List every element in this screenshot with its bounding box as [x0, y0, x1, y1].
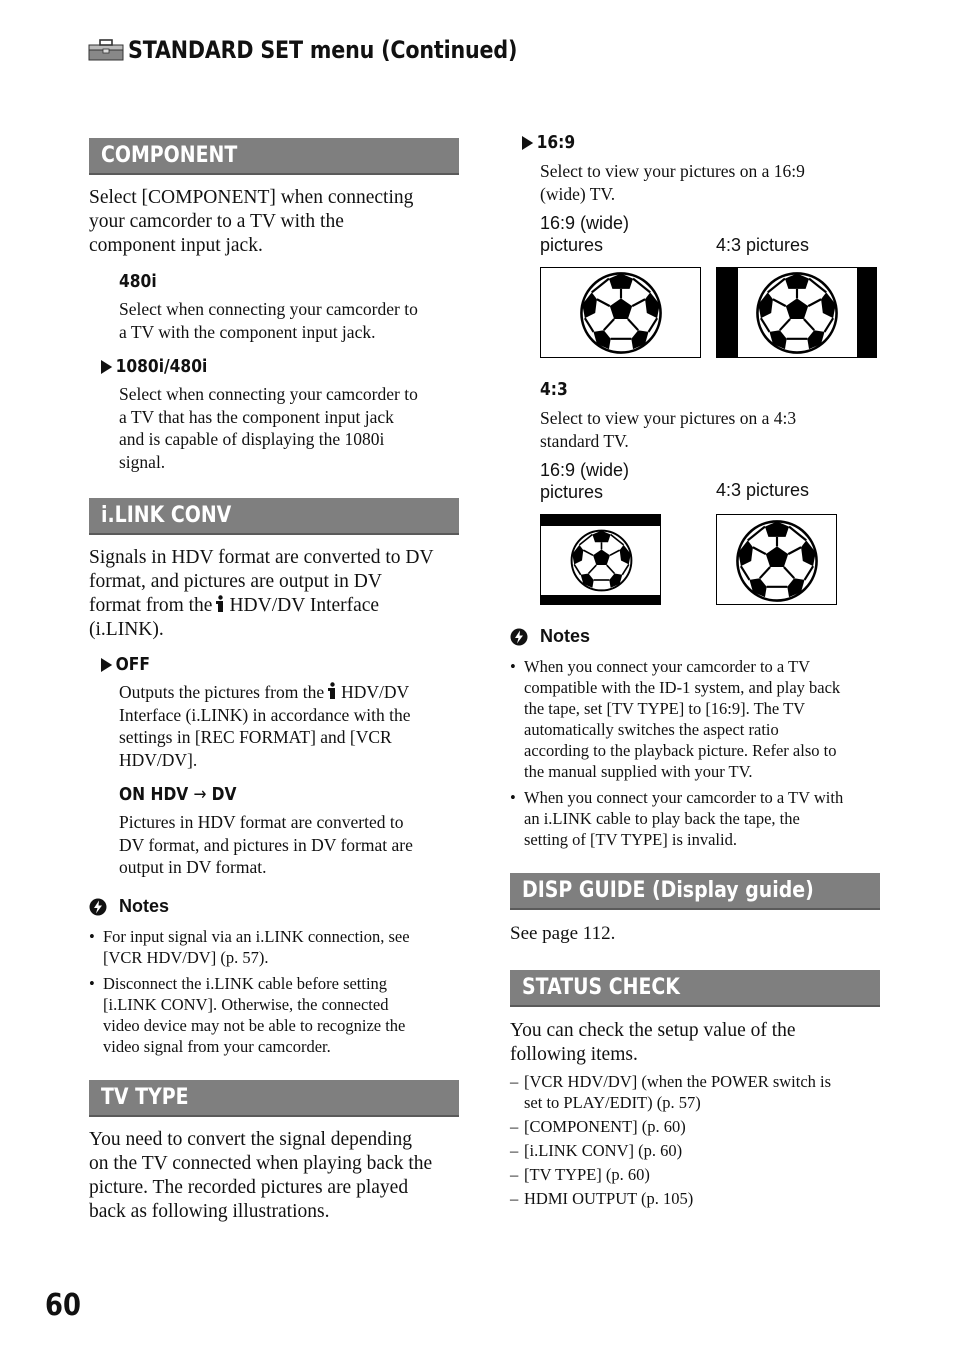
text-line: picture. The recorded pictures are played [89, 1177, 409, 1198]
text-part: format from the [89, 595, 213, 616]
list-item [510, 1164, 890, 1185]
text-line: automatically switches the aspect ratio [524, 720, 779, 739]
notes-list-right [510, 656, 890, 855]
list-item [510, 1188, 890, 1209]
caption-43-pictures: 4:3 pictures [716, 235, 810, 255]
text-line: DV format, and pictures in DV format are [119, 834, 413, 855]
caption-43-pictures: 4:3 pictures [716, 480, 810, 500]
caption-wide-pictures [540, 212, 629, 256]
page-number: 60 [45, 1288, 81, 1323]
text-line: 16:9 (wide) [540, 213, 630, 233]
soccer-ball-icon [541, 268, 701, 358]
text-line: (wide) TV. [540, 183, 616, 204]
text-part: Outputs the pictures from the [119, 682, 325, 702]
text-line: format, and pictures are output in DV [89, 571, 382, 592]
text-line: video device may not be able to recognize the [103, 1016, 406, 1035]
page-header [88, 32, 581, 68]
default-marker-icon [101, 360, 112, 374]
default-marker-icon [522, 136, 533, 150]
text-line: You can check the setup value of the [510, 1020, 796, 1041]
ilink-icon [216, 595, 225, 613]
option-label-text: ON HDV [119, 784, 189, 805]
text-line: – HDMI OUTPUT (p. 105) [524, 1189, 694, 1208]
text-line: (i.LINK). [89, 619, 164, 640]
text-line: setting of [TV TYPE] is invalid. [524, 830, 737, 849]
text-line: the manual supplied with your TV. [524, 762, 753, 781]
option-desc-4-3 [540, 407, 890, 452]
ilink-intro [89, 546, 469, 642]
text-line: Interface (i.LINK) in accordance with the [119, 704, 411, 725]
text-line: an i.LINK cable to play back the tape, the [524, 809, 800, 828]
option-desc-on-hdv-dv [119, 811, 469, 879]
option-desc-480i [119, 298, 469, 343]
text-line: Select when connecting your camcorder to [119, 299, 418, 319]
notes-heading-text: Notes [540, 626, 591, 646]
text-line: • When you connect your camcorder to a TV with [524, 788, 844, 807]
list-item [510, 656, 890, 782]
soccer-ball-icon [541, 515, 661, 605]
section-heading-component [89, 138, 459, 175]
text-line: and is capable of displaying the 1080i [119, 429, 385, 449]
notes-heading-left [89, 896, 169, 917]
text-line [89, 594, 469, 618]
text-line: • For input signal via an i.LINK connection, see [103, 927, 410, 946]
caption-wide-pictures [540, 459, 629, 503]
text-line: pictures [540, 482, 604, 502]
disp-guide-text: See page 112. [510, 923, 616, 944]
option-label-text: 480i [119, 271, 157, 292]
text-line: pictures [540, 235, 604, 255]
soccer-ball-icon [717, 515, 837, 605]
component-intro [89, 186, 469, 258]
illustration-43-on-wide-tv [716, 267, 877, 358]
default-marker-icon [101, 658, 112, 672]
option-desc-16-9 [540, 160, 890, 205]
section-heading-text: TV TYPE [101, 1085, 189, 1110]
text-line: – [TV TYPE] (p. 60) [524, 1165, 650, 1184]
text-line: the tape, set [TV TYPE] to [16:9]. The TV [524, 699, 806, 718]
option-label-off [101, 654, 150, 675]
text-line: [i.LINK CONV]. Otherwise, the connected [103, 995, 389, 1014]
text-line: settings in [REC FORMAT] and [VCR [119, 727, 392, 747]
section-heading-text: COMPONENT [101, 143, 238, 168]
option-label-4-3 [540, 379, 568, 400]
text-line: compatible with the ID-1 system, and play back [524, 678, 841, 697]
option-label-480i [119, 271, 157, 292]
text-line: following items. [510, 1044, 638, 1065]
note-icon [510, 628, 528, 646]
status-intro [510, 1019, 890, 1067]
ilink-icon [328, 682, 337, 700]
option-label-1080i [101, 356, 207, 377]
text-line: on the TV connected when playing back the [89, 1153, 433, 1174]
text-line: set to PLAY/EDIT) (p. 57) [524, 1093, 701, 1112]
notes-heading-text: Notes [119, 896, 170, 916]
option-label-text: OFF [115, 654, 150, 675]
notes-heading-right [510, 626, 590, 647]
list-item [510, 1140, 890, 1161]
text-line: – [VCR HDV/DV] (when the POWER switch is [524, 1072, 832, 1091]
option-label-text: 4:3 [540, 379, 568, 400]
status-items-list [510, 1071, 890, 1212]
option-label-text: 16:9 [536, 132, 576, 153]
text-line: Pictures in HDV format are converted to [119, 812, 404, 832]
option-label-on-hdv-dv [119, 784, 236, 805]
text-line: Select to view your pictures on a 4:3 [540, 408, 797, 428]
toolbox-icon [88, 39, 124, 61]
option-label-text: DV [211, 784, 237, 805]
text-line: Select [COMPONENT] when connecting [89, 187, 414, 208]
list-item [89, 973, 461, 1057]
notes-list-left [89, 926, 461, 1062]
text-line [119, 681, 469, 704]
option-label-text: 1080i/480i [115, 356, 208, 377]
soccer-ball-icon [717, 268, 877, 358]
section-heading-status-check [510, 970, 880, 1007]
section-heading-text: DISP GUIDE (Display guide) [522, 878, 814, 903]
text-line: – [i.LINK CONV] (p. 60) [524, 1141, 683, 1160]
note-icon [89, 898, 107, 916]
text-line: output in DV format. [119, 857, 267, 877]
text-line: back as following illustrations. [89, 1201, 330, 1222]
text-line: • Disconnect the i.LINK cable before setting [103, 974, 388, 993]
option-desc-1080i [119, 383, 469, 473]
tv-type-intro [89, 1128, 469, 1224]
text-line: a TV that has the component input jack [119, 406, 394, 427]
text-line: standard TV. [540, 430, 629, 451]
text-line: 16:9 (wide) [540, 460, 630, 480]
option-label-16-9 [522, 132, 575, 153]
text-line: Select when connecting your camcorder to [119, 384, 418, 404]
list-item [510, 1116, 890, 1137]
page-title: STANDARD SET menu (Continued) [128, 36, 518, 64]
text-line: Signals in HDV format are converted to DV [89, 547, 434, 568]
illustration-wide-on-43-tv [540, 514, 661, 605]
arrow-icon: → [193, 784, 207, 805]
list-item [510, 1071, 890, 1113]
text-line: Select to view your pictures on a 16:9 [540, 161, 805, 181]
text-line: – [COMPONENT] (p. 60) [524, 1117, 686, 1136]
text-line: signal. [119, 451, 166, 472]
illustration-43-on-43-tv [716, 514, 837, 605]
text-part: HDV/DV Interface [229, 595, 380, 616]
section-heading-text: i.LINK CONV [101, 503, 232, 528]
text-line: video signal from your camcorder. [103, 1037, 331, 1056]
list-item [510, 787, 890, 850]
illustration-wide-on-wide-tv [540, 267, 701, 358]
section-heading-disp-guide [510, 873, 880, 910]
text-line: a TV with the component input jack. [119, 321, 376, 342]
text-line: component input jack. [89, 235, 263, 256]
option-desc-off [119, 681, 469, 771]
text-line: You need to convert the signal depending [89, 1129, 412, 1150]
text-line: • When you connect your camcorder to a TV [524, 657, 811, 676]
section-heading-ilink-conv [89, 498, 459, 535]
text-line: HDV/DV]. [119, 749, 198, 770]
text-line: [VCR HDV/DV] (p. 57). [103, 948, 269, 967]
section-heading-text: STATUS CHECK [522, 975, 680, 1000]
list-item [89, 926, 461, 968]
text-line: your camcorder to a TV with the [89, 211, 344, 232]
text-line: according to the playback picture. Refer also to [524, 741, 837, 760]
section-heading-tv-type [89, 1080, 459, 1117]
text-part: HDV/DV [341, 682, 410, 702]
